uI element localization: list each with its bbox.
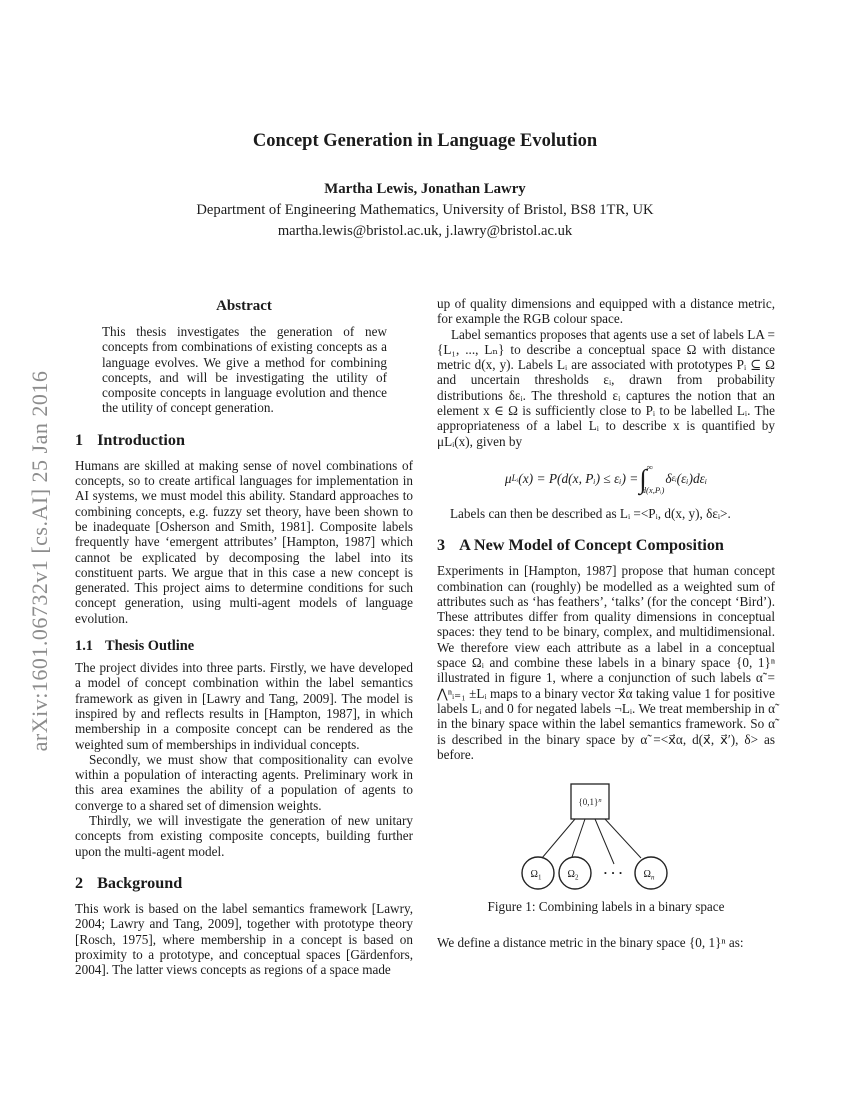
equation-mu: μ [504, 471, 512, 487]
omega1-label: $\Omega_1$ [530, 869, 542, 882]
section-heading-introduction [75, 431, 413, 450]
edge-to-omega2 [572, 819, 585, 857]
equation-delta: δ [665, 471, 672, 487]
omegan-label: $\Omega_n$ [643, 869, 655, 882]
ellipsis-dots: · · · [603, 865, 623, 881]
section-title: Introduction [97, 430, 185, 449]
edge-to-omega1 [542, 819, 575, 858]
paper-title: Concept Generation in Language Evolution [252, 131, 598, 151]
paper-header [0, 130, 850, 240]
section-number: 3 [437, 536, 446, 555]
section-heading-background [75, 874, 413, 893]
integral-limits [641, 461, 665, 496]
intro-paragraph: Humans are skilled at making sense of novel combinations of concepts, so to create artifical languages for implementation in AI systems, we must model this ability. Standard approaches to combining concepts, e.g. fuzzy set theory, have been shown to be inadequate [Osherson and Smith, 1981]. Composite labels frequently have ‘emergent attributes’ [Hampton, 1987] which cannot be explicated by decomposing the label into its constituent parts. We argue that in this case a new concept is generated. This project aims to determine conditions for such concept generation, using multi-agent models of language evolution. [75, 457, 413, 626]
section-number: 1 [75, 430, 84, 449]
distance-metric-line: We define a distance metric in the binary space {0, 1}ⁿ as: [437, 935, 744, 951]
integral-upper-limit: ∞ [646, 461, 653, 472]
background-paragraph-2: Label semantics proposes that agents use a set of labels LA = {L₁, ..., Lₙ} to describe a conceptual space Ω with distance metric d(x, y). Labels Lᵢ are associated with prototypes Pᵢ ⊆ Ω and uncertain thresholds εᵢ, drawn from probability distributions δεᵢ. The threshold εᵢ captures the notion that an element x ∈ Ω is sufficiently close to Pᵢ to be labelled Lᵢ. The appropriateness of a label Lᵢ to describe x is quantified by μLᵢ(x), given by [437, 326, 775, 449]
binary-space-diagram [437, 776, 775, 894]
omega2-label: $\Omega_2$ [567, 869, 579, 882]
labels-description-line: Labels can then be described as Lᵢ =<Pᵢ, d(x, y), δεᵢ>. [450, 505, 731, 521]
background-paragraph-1: This work is based on the label semantics framework [Lawry, 2004; Lawry and Tang, 2009], together with prototype theory [Rosch, 1975], where membership in a concept is based on proximity to a prototype, and conceptual spaces [Gärdenfors, 2004]. The latter views concepts as regions of a space made [75, 900, 413, 978]
arxiv-watermark: arXiv:1601.06732v1 [cs.AI] 25 Jan 2016 [27, 370, 52, 752]
thesis-outline-paragraph-1: The project divides into three parts. Firstly, we have developed a model of concept combination within the label semantics framework as given in [Lawry and Tang, 2009]. The model is inspired by and reflects results in [Hampton, 1987], in which membership in a composite concept can be rendered as the weighted sum of memberships in individual concepts. [75, 660, 413, 752]
background-paragraph-1-continued: up of quality dimensions and equipped with a distance metric, for example the RGB colour space. [437, 296, 775, 327]
equation-lhs: (x) = P(d(x, Pᵢ) ≤ εᵢ) = [518, 471, 639, 487]
binary-space-box-label: $\{0,1\}^n$ [578, 797, 602, 808]
abstract-heading: Abstract [216, 298, 272, 314]
edge-to-omegan [605, 819, 641, 858]
integral-block [639, 462, 664, 496]
abstract-body: This thesis investigates the generation of new concepts from combinations of existing concepts as a language evolves. We give a method for combining concepts, and will be investigating the utility of composite concepts in language evolution and thence the utility of concept generation. [102, 324, 387, 416]
figure-1 [437, 776, 775, 914]
subsection-heading-thesis-outline [75, 638, 413, 655]
thesis-outline-paragraph-3: Thirdly, we will investigate the generation of new unitary concepts from existing composite concepts, building further upon the multi-agent model. [75, 813, 413, 859]
integral-lower-limit: d(x,Pᵢ) [641, 484, 665, 495]
paper-emails: martha.lewis@bristol.ac.uk, j.lawry@bristol.ac.uk [277, 223, 573, 239]
equation-mu-subscript: Lᵢ [511, 473, 519, 484]
equation-integrand: (εᵢ)dεᵢ [676, 471, 708, 487]
section-title: A New Model of Concept Composition [459, 536, 724, 555]
left-column [75, 296, 413, 977]
integral-sign: ∫ [639, 463, 647, 494]
appropriateness-equation [437, 461, 775, 497]
subsection-number: 1.1 [75, 638, 93, 655]
section-heading-new-model [437, 536, 775, 555]
section-number: 2 [75, 873, 84, 892]
right-column [437, 296, 775, 951]
paper-affiliation: Department of Engineering Mathematics, University of Bristol, BS8 1TR, UK [196, 202, 654, 218]
new-model-paragraph-1: Experiments in [Hampton, 1987] propose that human concept combination can (roughly) be modelled as a weighted sum of attributes such as ‘has feathers’, ‘talks’ (for the concept ‘Bird’). These attributes differ from quality dimensions in conceptual spaces: they tend to be binary, complex, and multidimensional. We therefore view each attribute as a label in a conceptual space Ωᵢ and combine these labels in a binary space {0, 1}ⁿ illustrated in figure 1, where a conjunction of such labels α̃ = ⋀ⁿᵢ₌₁ ±Lᵢ maps to a binary vector x⃗α taking value 1 for positive labels Lᵢ and 0 for negated labels ¬Lᵢ. We treat membership in α̃ in the binary space within the label semantics framework. So α̃ is described in the binary space by α̃ =<x⃗α, d(x⃗, x⃗′), δ> as before. [437, 563, 775, 762]
equation-delta-subscript: εᵢ [671, 473, 677, 484]
thesis-outline-paragraph-2: Secondly, we must show that compositionality can evolve within a population of interacting agents. Preliminary work in this area examines the ability of a population of agents to converge to a shared set of dimension weights. [75, 751, 413, 813]
subsection-title: Thesis Outline [105, 638, 195, 655]
section-title: Background [97, 873, 183, 892]
paper-authors: Martha Lewis, Jonathan Lawry [324, 181, 526, 197]
figure-1-caption: Figure 1: Combining labels in a binary space [487, 899, 725, 915]
